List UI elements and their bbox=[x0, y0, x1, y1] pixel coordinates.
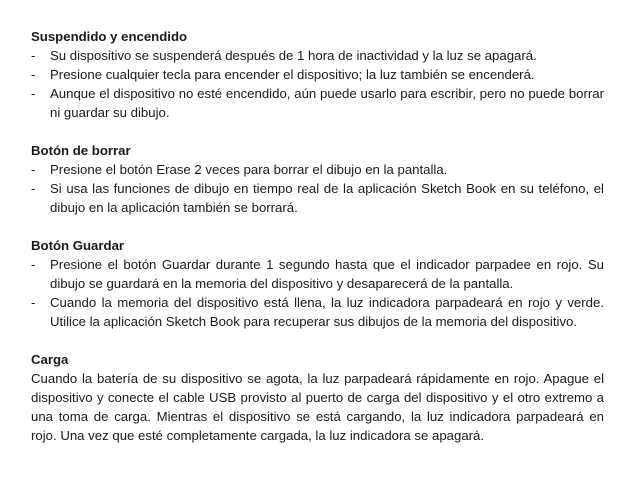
section-heading: Botón de borrar bbox=[31, 143, 131, 158]
list-item bbox=[31, 84, 604, 122]
section-suspend-power bbox=[31, 27, 604, 122]
bullet-dash: - bbox=[31, 67, 36, 82]
bullet-list bbox=[31, 255, 604, 331]
list-item bbox=[31, 46, 604, 65]
list-item bbox=[31, 255, 604, 293]
list-item-text: Su dispositivo se suspenderá después de 1 hora de inactividad y la luz se apagará. bbox=[50, 48, 537, 63]
list-item-text: Si usa las funciones de dibujo en tiempo real de la aplicación Sketch Book en su teléfono, el dibujo en la aplicación también se borrará. bbox=[50, 181, 604, 215]
list-item-text: Presione el botón Erase 2 veces para borrar el dibujo en la pantalla. bbox=[50, 162, 448, 177]
section-charging bbox=[31, 350, 604, 445]
section-heading: Botón Guardar bbox=[31, 238, 125, 253]
list-item bbox=[31, 179, 604, 217]
list-item bbox=[31, 65, 604, 84]
bullet-list bbox=[31, 160, 604, 217]
list-item bbox=[31, 293, 604, 331]
bullet-dash: - bbox=[31, 162, 36, 177]
bullet-dash: - bbox=[31, 48, 36, 63]
list-item-text: Presione cualquier tecla para encender el dispositivo; la luz también se encenderá. bbox=[50, 67, 535, 82]
section-erase-button bbox=[31, 141, 604, 217]
bullet-list bbox=[31, 46, 604, 122]
bullet-dash: - bbox=[31, 86, 36, 101]
list-item-text: Presione el botón Guardar durante 1 segundo hasta que el indicador parpadee en rojo. Su dibujo se guardará en la memoria del dispositivo y desaparecerá de la pantalla. bbox=[50, 257, 604, 291]
list-item-text: Cuando la memoria del dispositivo está llena, la luz indicadora parpadeará en rojo y verde. Utilice la aplicación Sketch Book para recuperar sus dibujos de la memoria del dispositivo. bbox=[50, 295, 604, 329]
bullet-dash: - bbox=[31, 257, 36, 272]
section-heading: Carga bbox=[31, 352, 69, 367]
section-paragraph: Cuando la batería de su dispositivo se agota, la luz parpadeará rápidamente en rojo. Apague el dispositivo y conecte el cable USB provisto al puerto de carga del dispositivo y el otro extremo a una toma de carga. Mientras el dispositivo se está cargando, la luz indicadora parpadeará en rojo. Una vez que esté completamente cargada, la luz indicadora se apagará. bbox=[31, 371, 604, 443]
section-save-button bbox=[31, 236, 604, 331]
bullet-dash: - bbox=[31, 181, 36, 196]
section-heading: Suspendido y encendido bbox=[31, 29, 188, 44]
list-item-text: Aunque el dispositivo no esté encendido, aún puede usarlo para escribir, pero no puede borrar ni guardar su dibujo. bbox=[50, 86, 604, 120]
list-item bbox=[31, 160, 604, 179]
bullet-dash: - bbox=[31, 295, 36, 310]
